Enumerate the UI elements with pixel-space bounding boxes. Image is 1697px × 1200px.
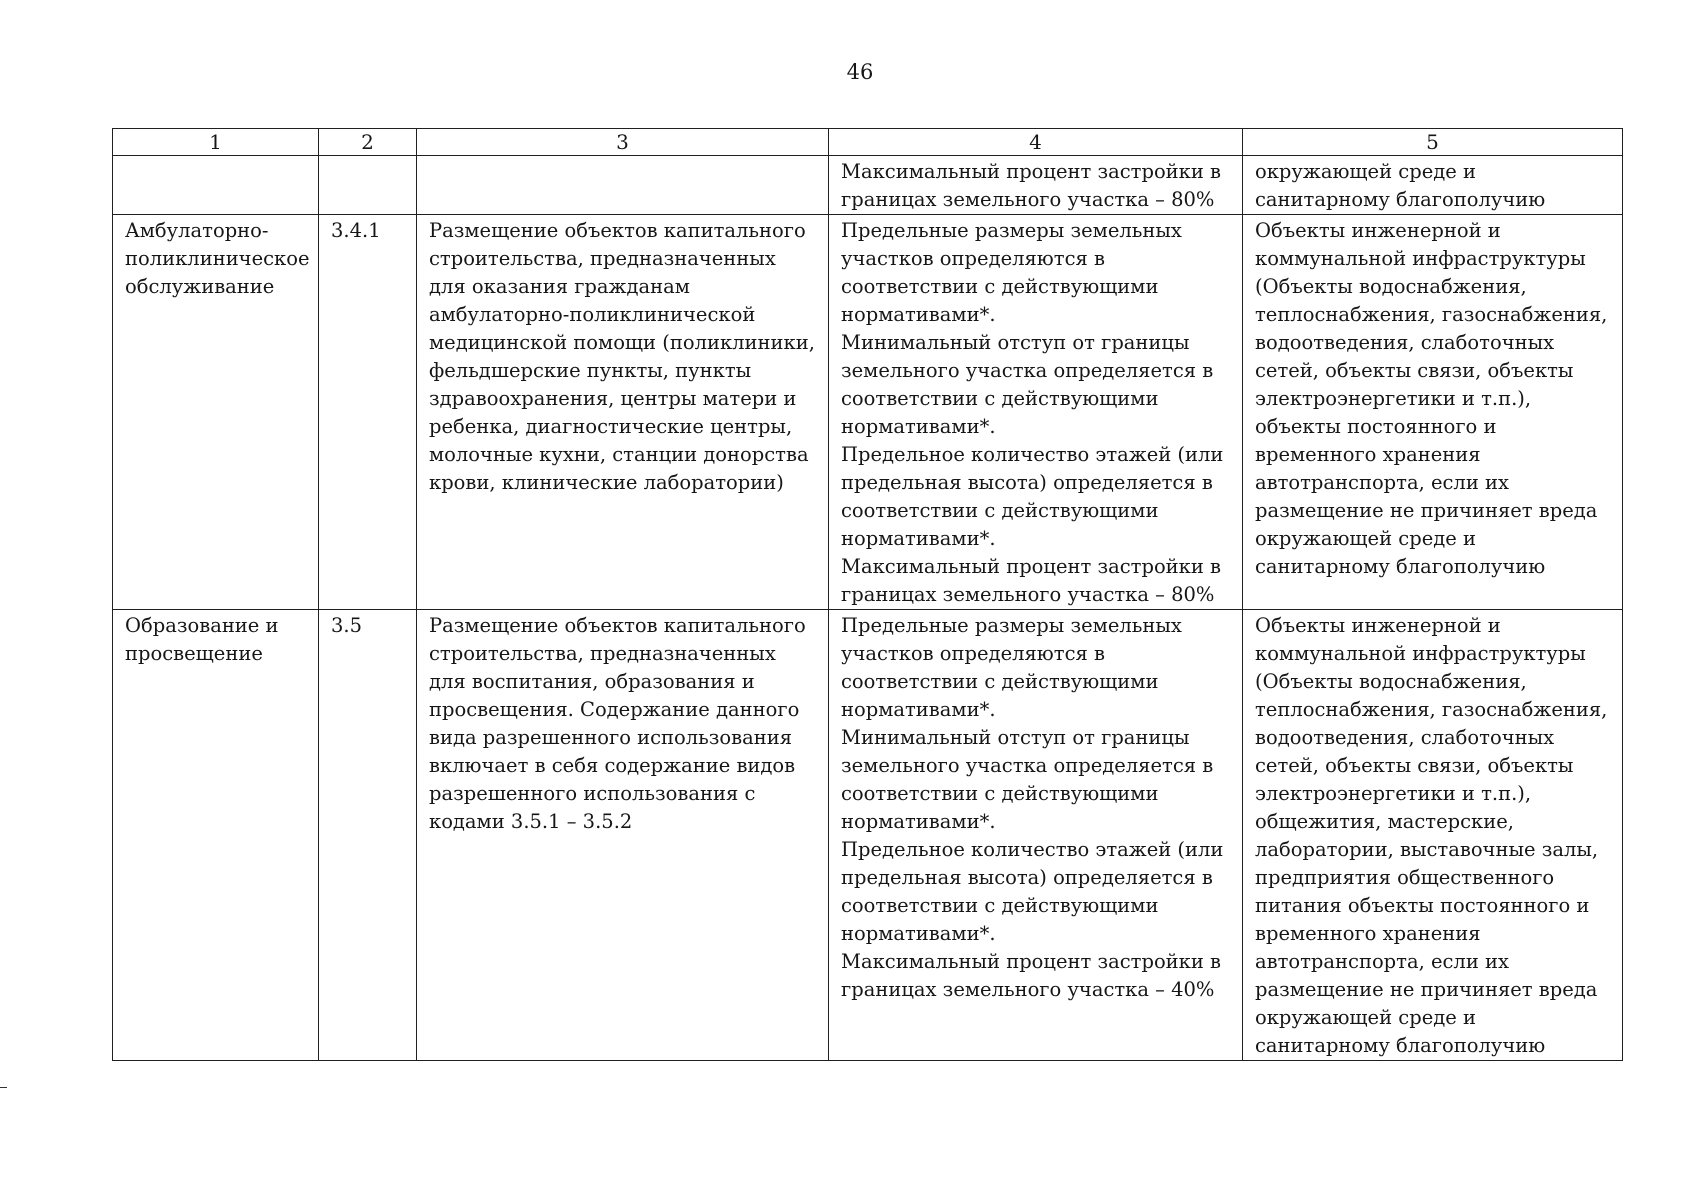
parameter-text: Предельные размеры земельных участков определяются в соответствии с действующими нормативами*. [841, 219, 1182, 326]
use-type-code: 3.5 [319, 610, 417, 1061]
parameter-text: Предельное количество этажей (или предельная высота) определяется в соответствии с действующими нормативами*. [841, 838, 1224, 945]
page-number: 46 [846, 60, 874, 84]
continuation-cell-code [319, 156, 417, 215]
use-type-name: Образование и просвещение [113, 610, 319, 1061]
scan-margin-mark [0, 1087, 7, 1088]
use-type-description: Размещение объектов капитального строительства, предназначенных для оказания гражданам амбулаторно-поликлинической медицинской помощи (поликлиники, фельдшерские пункты, пункты здравоохранения, центры матери и ребенка, диагностические центры, молочные кухни, станции донорства крови, клинические лаборатории) [417, 215, 829, 610]
continuation-row [113, 156, 1623, 215]
parameter-text: Максимальный процент застройки в границах земельного участка – 80% [841, 160, 1222, 211]
use-type-name: Амбулаторно-поликлиническое обслуживание [113, 215, 319, 610]
parameter-text: Максимальный процент застройки в границах земельного участка – 40% [841, 950, 1222, 1001]
auxiliary-uses: Объекты инженерной и коммунальной инфраструктуры (Объекты водоснабжения, теплоснабжения, газоснабжения, водоотведения, слаботочных сетей, объекты связи, объекты электроэнергетики и т.п.), общежития, мастерские, лаборатории, выставочные залы, предприятия общественного питания объекты постоянного и временного хранения автотранспорта, если их размещение не причиняет вреда окружающей среде и санитарному благополучию [1243, 610, 1623, 1061]
column-number-2: 2 [319, 129, 417, 156]
parameter-text: Минимальный отступ от границы земельного участка определяется в соответствии с действующими нормативами*. [841, 726, 1214, 833]
column-number-3: 3 [417, 129, 829, 156]
column-number-1: 1 [113, 129, 319, 156]
parameter-text: Максимальный процент застройки в границах земельного участка – 80% [841, 555, 1222, 606]
use-type-code: 3.4.1 [319, 215, 417, 610]
column-number-5: 5 [1243, 129, 1623, 156]
table-row [113, 215, 1623, 610]
use-type-description: Размещение объектов капитального строительства, предназначенных для воспитания, образования и просвещения. Содержание данного вида разрешенного использования включает в себя содержание видов разрешенного использования с кодами 3.5.1 – 3.5.2 [417, 610, 829, 1061]
continuation-cell-name [113, 156, 319, 215]
continuation-parameters-cell [829, 156, 1243, 215]
column-number-row [113, 129, 1623, 156]
parameter-text: Минимальный отступ от границы земельного участка определяется в соответствии с действующими нормативами*. [841, 331, 1214, 438]
auxiliary-uses: Объекты инженерной и коммунальной инфраструктуры (Объекты водоснабжения, теплоснабжения, газоснабжения, водоотведения, слаботочных сетей, объекты связи, объекты электроэнергетики и т.п.), объекты постоянного и временного хранения автотранспорта, если их размещение не причиняет вреда окружающей среде и санитарному благополучию [1243, 215, 1623, 610]
auxiliary-text: окружающей среде и санитарному благополучию [1255, 160, 1546, 211]
continuation-auxiliary-cell [1243, 156, 1623, 215]
parameter-text: Предельные размеры земельных участков определяются в соответствии с действующими нормативами*. [841, 614, 1182, 721]
parameter-text: Предельное количество этажей (или предельная высота) определяется в соответствии с действующими нормативами*. [841, 443, 1224, 550]
table-row [113, 610, 1623, 1061]
continuation-cell-description [417, 156, 829, 215]
parameters-cell [829, 215, 1243, 610]
column-number-4: 4 [829, 129, 1243, 156]
parameters-cell [829, 610, 1243, 1061]
land-use-table [112, 128, 1623, 1061]
